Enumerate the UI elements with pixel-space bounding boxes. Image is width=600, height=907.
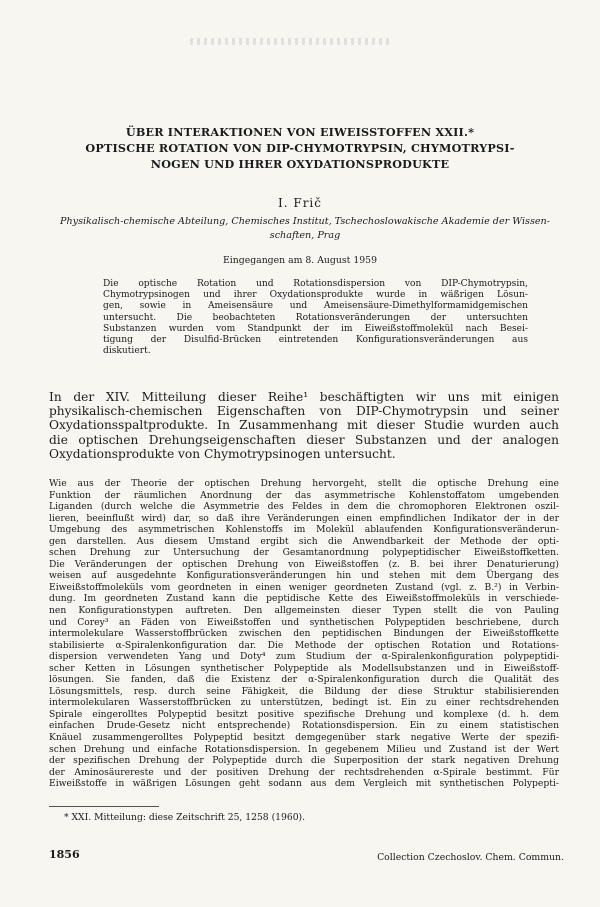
body-line: intermolekularen Wasserstoffbrücken zu unterstützen, bedingt ist. Ein zu einer rechtsdrehenden [49,697,559,709]
body-line: Die Veränderungen der optischen Drehung von Eiweißstoffen (z. B. bei ihrer Denaturierung) [49,558,559,570]
affiliation-line: schaften, Prag [269,229,341,241]
body-line: Liganden (durch welche die Asymmetrie des Feldes in dem die chromophoren Elektronen oszil- [49,501,559,513]
body-line: Spirale eingerolltes Polypeptid besitzt positive spezifische Drehung und komplexe (d. h. dem [49,708,559,720]
affiliation [60,215,550,242]
intro-line: physikalisch-chemischen Eigenschaften von DIP-Chymotrypsin und seiner [49,404,559,419]
body-line: Eiweißstoffe in wäßrigen Lösungen geht sodann aus dem Vergleich mit synthetischen Polypepti- [49,778,559,790]
intro-line: In der XIV. Mitteilung dieser Reihe¹ beschäftigten wir uns mit einigen [49,390,559,404]
abstract-line: Die optische Rotation und Rotationsdispersion von DIP-Chymotrypsin, [103,279,528,289]
journal-name: Collection Czechoslov. Chem. Commun. [377,852,564,863]
body-text [49,478,559,790]
body-line: scher Ketten in Lösungen synthetischer Polypeptide als Modellsubstanzen und in Eiweißstoff- [49,662,559,674]
body-line: gen darstellen. Aus diesem Umstand ergibt sich die Anwendbarkeit der Methode der opti- [49,535,559,547]
affiliation-line: Physikalisch-chemische Abteilung, Chemisches Institut, Tschechoslowakische Akademie der Wissen- [60,216,550,227]
body-line: schen Drehung und einfache Rotationsdispersion. In gegebenem Milieu und Zustand ist der Wert [49,743,559,755]
body-line: einfachen Drude-Gesetz nicht entsprechende) Rotationsdispersion. Ein zu einem statistischen [49,720,559,732]
author: I. Frič [278,196,322,210]
body-line: lösungen. Sie fanden, daß die Existenz der α-Spiralenkonfiguration durch die Qualität des [49,674,559,686]
body-line: Lösungsmittels, resp. durch seine Fähigkeit, die Bildung der diese Struktur stabilisierenden [49,685,559,697]
body-line: nen Konfigurationstypen auftreten. Den allgemeinsten dieser Typen stellt die von Pauling [49,605,559,617]
intro-line: die optischen Drehungseigenschaften dieser Substanzen und der analogen [49,432,559,447]
body-line: Umgebung des asymmetrischen Kohlenstoffs im Molekül ablaufenden Konfigurationsveränderun- [49,524,559,536]
abstract [103,279,528,357]
body-line: Eiweißstoffmoleküls vom geordneten in einen weniger geordneten Zustand (vgl. z. B.²) in Verbin- [49,581,559,593]
received-date: Eingegangen am 8. August 1959 [223,255,377,266]
body-line: weisen auf ausgedehnte Konfigurationsveränderungen hin und stehen mit dem Übergang des [49,570,559,582]
intro-line: Oxydationsprodukte von Chymotrypsinogen untersucht. [49,446,396,461]
abstract-line: diskutiert. [103,346,151,357]
abstract-line: Chymotrypsinogen und ihrer Oxydationsprodukte wurde in wäßrigen Lösun- [103,290,528,301]
abstract-line: tigung der Disulfid-Brücken eintretenden Konfigurationsveränderungen aus [103,335,528,346]
body-line: dispersion verwendeten Yang und Doty⁴ zum Studium der α-Spiralenkonfiguration polypeptidi- [49,651,559,663]
title-line: ÜBER INTERAKTIONEN VON EIWEISSTOFFEN XXII.* [125,125,475,139]
abstract-line: Substanzen wurden vom Standpunkt der im Eiweißstoffmolekül nach Besei- [103,323,528,334]
body-line: stabilisierte α-Spiralenkonfiguration dar. Die Methode der optischen Rotation und Rotations- [49,639,559,651]
scan-artifact [190,38,390,45]
body-line: schen Drehung zur Untersuchung der Gesamtanordnung polypeptidischer Eiweißstoffketten. [49,547,559,559]
body-line: der spezifischen Drehung der Polypeptide durch die Superposition der stark negativen Drehung [49,755,559,767]
body-line: und Corey³ an Fäden von Eiweißstoffen und synthetischen Polypeptiden beschriebene, durch [49,616,559,628]
body-line: Funktion der räumlichen Anordnung der das asymmetrische Kohlenstoffatom umgebenden [49,489,559,501]
abstract-line: untersucht. Die beobachteten Rotationsveränderungen der untersuchten [103,312,528,323]
footnote-divider [49,806,159,807]
abstract-line: gen, sowie in Ameisensäure und Ameisensäure-Dimethylformamidgemischen [103,301,528,312]
body-line: dung. Im geordneten Zustand kann die peptidische Kette des Eiweißstoffmoleküls in verschiede- [49,593,559,605]
body-line: intermolekulare Wasserstoffbrücken zwischen den peptidischen Bindungen der Eiweißstoffkette [49,628,559,640]
page-number: 1856 [49,848,80,861]
footnote: * XXI. Mitteilung: diese Zeitschrift 25, 1258 (1960). [64,812,306,823]
intro-line: Oxydationsspaltprodukte. In Zusammenhang mit dieser Studie wurden auch [49,418,559,433]
body-line: lieren, beeinflußt wird) dar, so daß ihre Veränderungen einen empfindlichen Indikator der in der [49,512,559,524]
title-line: NOGEN UND IHRER OXYDATIONSPRODUKTE [150,157,450,171]
article-title [40,124,560,172]
body-line: der Aminosäurereste und der positiven Drehung der rechtsdrehenden α-Spirale bestimmt. Für [49,766,559,778]
body-line: Wie aus der Theorie der optischen Drehung hervorgeht, stellt die optische Drehung eine [49,478,559,489]
title-line: OPTISCHE ROTATION VON DIP-CHYMOTRYPSIN, CHYMOTRYPSI- [85,141,515,155]
body-line: Knäuel zusammengerolltes Polypeptid besitzt demgegenüber stark negative Werte der spezifi- [49,732,559,744]
intro-paragraph [49,390,559,461]
